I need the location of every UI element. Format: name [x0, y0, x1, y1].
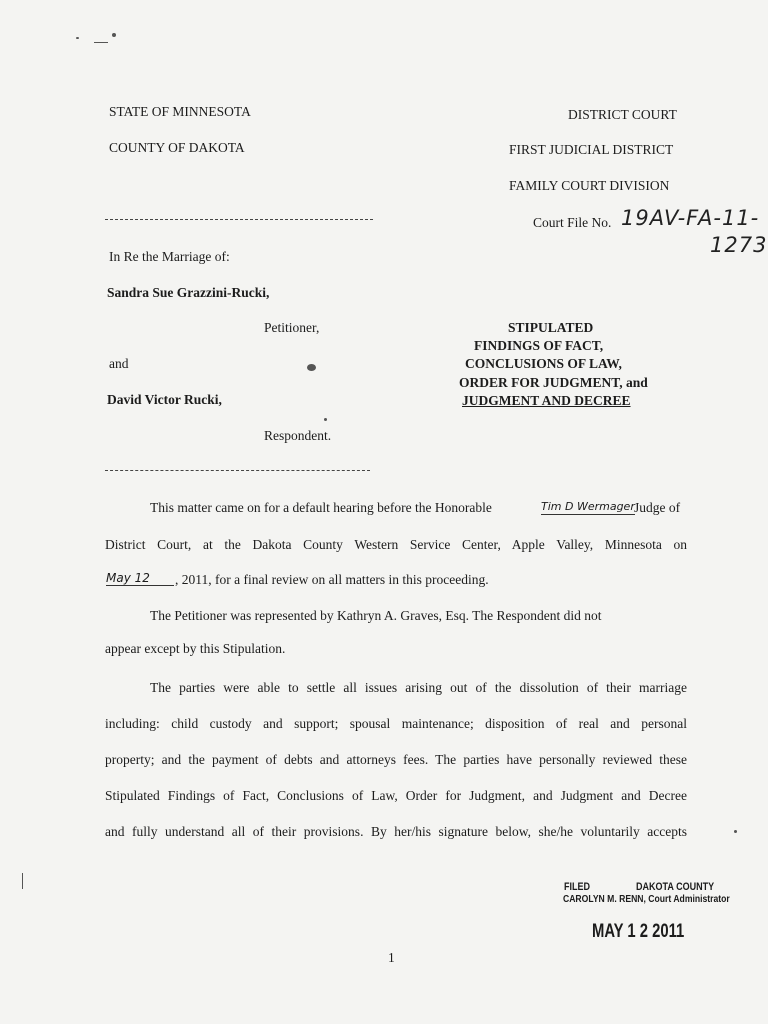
page-number: 1: [388, 950, 395, 965]
caption-court: DISTRICT COURT: [568, 107, 677, 122]
judge-signature: Tim D Wermager: [541, 500, 635, 513]
body-p1-line3: , 2011, for a final review on all matters in this proceeding.: [175, 572, 489, 587]
ink-blot: [307, 364, 316, 371]
title-line-1: STIPULATED: [508, 320, 594, 335]
petitioner-label: Petitioner,: [264, 320, 320, 335]
body-p1-line1b: Judge of: [634, 500, 681, 515]
caption-county: COUNTY OF DAKOTA: [109, 140, 245, 155]
title-line-4: ORDER FOR JUDGMENT, and: [459, 375, 648, 390]
body-p2-line1: The Petitioner was represented by Kathryn A. Graves, Esq. The Respondent did not: [150, 608, 602, 623]
divider-rule: [105, 219, 373, 220]
body-p1-line2: District Court, at the Dakota County Western Service Center, Apple Valley, Minnesota on: [105, 537, 687, 552]
title-line-5: JUDGMENT AND DECREE: [462, 393, 631, 408]
scan-speck: [324, 418, 327, 421]
respondent-name: David Victor Rucki,: [107, 392, 222, 407]
body-p1-line1a: This matter came on for a default hearing before the Honorable: [150, 500, 492, 515]
caption-division: FAMILY COURT DIVISION: [509, 178, 670, 193]
scan-speck: [734, 830, 737, 833]
body-p2-line2: appear except by this Stipulation.: [105, 641, 286, 656]
scan-speck: [22, 873, 23, 889]
date-signature: May 12: [106, 571, 174, 586]
scan-speck: [94, 42, 108, 43]
in-re-label: In Re the Marriage of:: [109, 249, 230, 264]
caption-district: FIRST JUDICIAL DISTRICT: [509, 142, 674, 157]
divider-rule: [105, 470, 370, 471]
body-p3-line5: and fully understand all of their provisions. By her/his signature below, she/he voluntarily accepts: [105, 824, 687, 839]
petitioner-name: Sandra Sue Grazzini-Rucki,: [107, 285, 270, 300]
body-p3-line2: including: child custody and support; spousal maintenance; disposition of real and personal: [105, 716, 687, 731]
title-line-2: FINDINGS OF FACT,: [474, 338, 604, 353]
title-line-3: CONCLUSIONS OF LAW,: [465, 356, 622, 371]
caption-state: STATE OF MINNESOTA: [109, 104, 251, 119]
scan-speck: [76, 37, 79, 39]
stamp-date: MAY 1 2 2011: [592, 921, 685, 942]
stamp-filed: FILED: [564, 881, 591, 893]
and-label: and: [109, 356, 129, 371]
stamp-county: DAKOTA COUNTY: [636, 881, 715, 893]
respondent-label: Respondent.: [264, 428, 332, 443]
body-p3-line4: Stipulated Findings of Fact, Conclusions of Law, Order for Judgment, and Judgment and Decree: [105, 788, 687, 803]
court-file-handwritten-2: 1273: [710, 233, 768, 257]
stamp-admin: CAROLYN M. RENN, Court Administrator: [563, 893, 730, 905]
court-file-handwritten: 19AV-FA-11-: [621, 206, 760, 230]
scan-speck: [112, 33, 116, 37]
court-file-label: Court File No.: [533, 215, 612, 230]
body-p3-line1: The parties were able to settle all issues arising out of the dissolution of their marriage: [150, 680, 687, 695]
body-p3-line3: property; and the payment of debts and attorneys fees. The parties have personally reviewed these: [105, 752, 687, 767]
